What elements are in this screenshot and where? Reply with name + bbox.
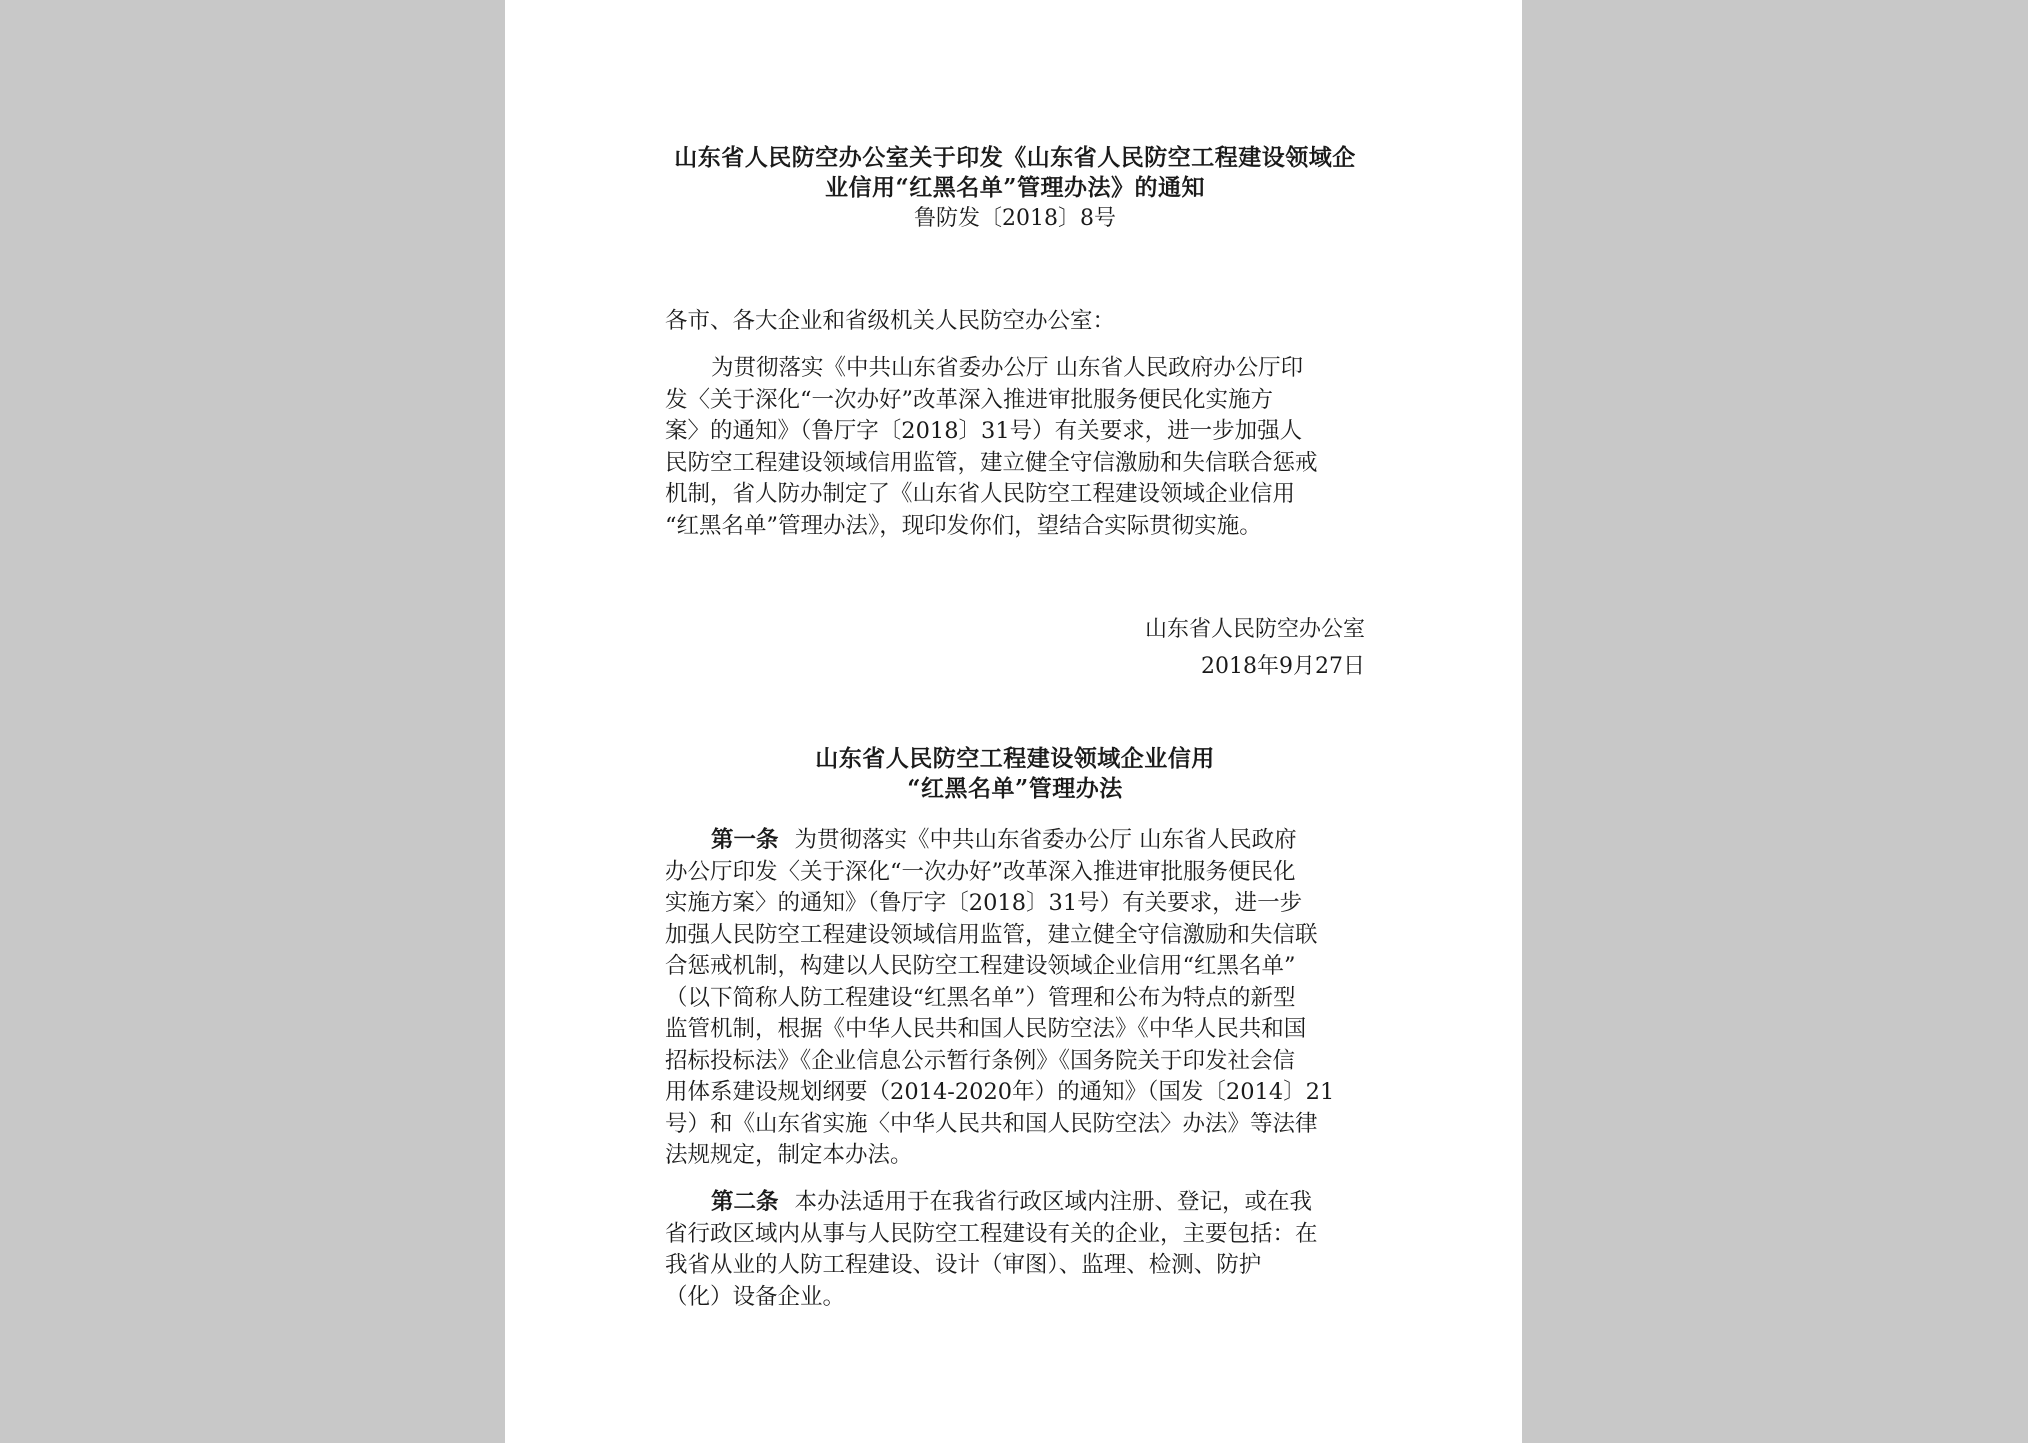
signature-block bbox=[665, 611, 1365, 685]
article-2 bbox=[665, 1187, 1365, 1313]
document-page bbox=[505, 0, 1522, 1443]
document-number: 鲁防发〔2018〕8号 bbox=[914, 206, 1116, 231]
notice-title-line: 业信用“红黑名单”管理办法》的通知 bbox=[825, 174, 1205, 201]
article-line: 招标投标法》《企业信息公示暂行条例》《国务院关于印发社会信 bbox=[665, 1047, 1296, 1074]
article-line: 加强人民防空工程建设领域信用监管，建立健全守信激励和失信联 bbox=[665, 921, 1318, 948]
measures-title bbox=[665, 744, 1365, 804]
article-line: 法规规定，制定本办法。 bbox=[665, 1142, 913, 1168]
body-line: “红黑名单”管理办法》，现印发你们，望结合实际贯彻实施。 bbox=[665, 512, 1262, 539]
article-label: 第二条 bbox=[711, 1189, 779, 1215]
measures-title-line: “红黑名单”管理办法 bbox=[907, 775, 1123, 802]
article-text: 本办法适用于在我省行政区域内注册、登记，或在我 bbox=[794, 1189, 1313, 1215]
article-line: 合惩戒机制，构建以人民防空工程建设领域企业信用“红黑名单” bbox=[665, 953, 1296, 979]
body-line: 机制，省人防办制定了《山东省人民防空工程建设领域企业信用 bbox=[665, 481, 1296, 507]
notice-title bbox=[665, 143, 1365, 203]
article-line: 号）和《山东省实施〈中华人民共和国人民防空法〉办法》等法律 bbox=[665, 1110, 1318, 1137]
article-text: 为贯彻落实《中共山东省委办公厅 山东省人民政府 bbox=[794, 827, 1297, 853]
article-line: 用体系建设规划纲要（2014-2020年）的通知》（国发〔2014〕21 bbox=[665, 1079, 1335, 1105]
signature-org: 山东省人民防空办公室 bbox=[1144, 617, 1365, 642]
body-line: 民防空工程建设领域信用监管，建立健全守信激励和失信联合惩戒 bbox=[665, 449, 1318, 476]
article-first-line bbox=[665, 825, 1365, 857]
notice-title-line: 山东省人民防空办公室关于印发《山东省人民防空工程建设领域企 bbox=[674, 144, 1356, 171]
article-label: 第一条 bbox=[711, 827, 779, 853]
article-line: （以下简称人防工程建设“红黑名单”）管理和公布为特点的新型 bbox=[665, 984, 1296, 1011]
article-line: 办公厅印发〈关于深化“一次办好”改革深入推进审批服务便民化 bbox=[665, 858, 1296, 885]
body-line: 为贯彻落实《中共山东省委办公厅 山东省人民政府办公厅印 bbox=[711, 355, 1304, 381]
article-line: 监管机制，根据《中华人民共和国人民防空法》《中华人民共和国 bbox=[665, 1016, 1307, 1042]
article-1 bbox=[665, 825, 1365, 1172]
body-line: 案〉的通知》（鲁厅字〔2018〕31号）有关要求，进一步加强人 bbox=[665, 418, 1303, 444]
article-line: （化）设备企业。 bbox=[665, 1283, 846, 1310]
measures-title-line: 山东省人民防空工程建设领域企业信用 bbox=[815, 745, 1215, 772]
article-first-line bbox=[665, 1187, 1365, 1219]
body-line: 发〈关于深化“一次办好”改革深入推进审批服务便民化实施方 bbox=[665, 386, 1274, 413]
signature-date: 2018年9月27日 bbox=[1201, 654, 1365, 679]
article-line: 我省从业的人防工程建设、设计（审图）、监理、检测、防护 bbox=[665, 1252, 1262, 1278]
article-line: 实施方案〉的通知》（鲁厅字〔2018〕31号）有关要求，进一步 bbox=[665, 890, 1303, 916]
article-line: 省行政区域内从事与人民防空工程建设有关的企业，主要包括：在 bbox=[665, 1220, 1318, 1247]
notice-body bbox=[665, 353, 1365, 542]
salutation: 各市、各大企业和省级机关人民防空办公室： bbox=[665, 308, 1116, 334]
